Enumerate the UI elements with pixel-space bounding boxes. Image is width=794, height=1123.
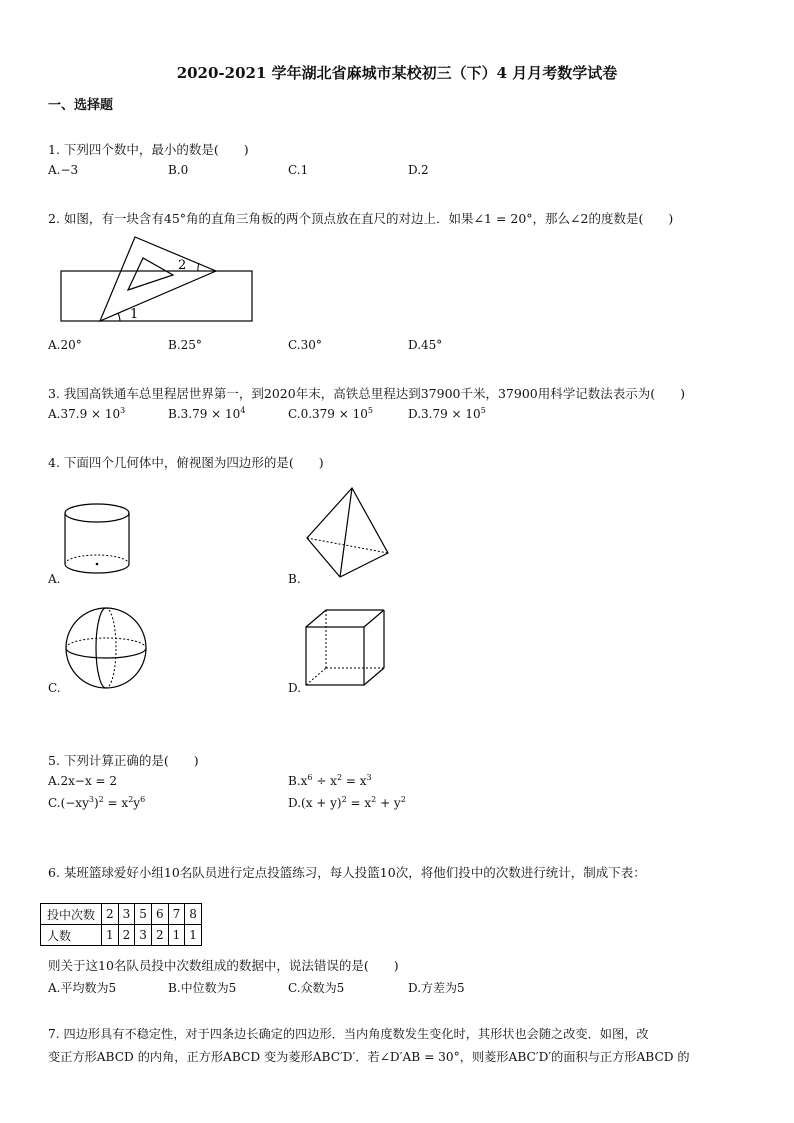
tetrahedron-figure <box>303 486 393 580</box>
cylinder-figure <box>60 500 135 580</box>
question-7-line-2: 变正方形ABCD 的内角，正方形ABCD 变为菱形ABC′D′．若∠D′AB = 30°，则菱形ABC′D′的面积与正方形ABCD 的 <box>48 1050 690 1064</box>
table-cell: 6 <box>151 904 168 925</box>
table-cell: 3 <box>118 904 135 925</box>
question-3-option-c: $C.0.379 \times 10^5$ <box>288 406 373 421</box>
question-6-option-a: A.平均数为5 <box>48 981 117 995</box>
question-7-line-1: 7. 四边形具有不稳定性，对于四条边长确定的四边形．当内角度数发生变化时，其形状也会随之改变．如图，改 <box>48 1027 649 1041</box>
question-2-option-a: A.20° <box>48 338 82 352</box>
table-cell: 2 <box>102 904 119 925</box>
question-5-option-b: $B.x^6 \div x^2 = x^3$ <box>288 773 372 788</box>
ruler-triangle-figure <box>50 232 265 327</box>
table-cell: 2 <box>118 925 135 946</box>
section-heading: 一、选择题 <box>48 98 114 113</box>
question-4-option-b: B. <box>288 572 301 586</box>
sphere-figure <box>62 604 150 692</box>
table-cell: 5 <box>135 904 152 925</box>
question-2-option-b: B.25° <box>168 338 202 352</box>
table-cell: 7 <box>168 904 185 925</box>
table-cell: 1 <box>185 925 202 946</box>
question-1-option-d: D.2 <box>408 163 429 177</box>
question-6-option-b: B.中位数为5 <box>168 981 237 995</box>
question-2-option-d: D.45° <box>408 338 443 352</box>
question-5-option-a: A.2x−x = 2 <box>48 774 118 788</box>
question-4-option-d: D. <box>288 681 302 695</box>
table-header-cell: 投中次数 <box>41 904 102 925</box>
question-5-stem: 5. 下列计算正确的是( ) <box>48 753 199 768</box>
question-3-option-b: $B.3.79 \times 10^4$ <box>168 406 246 421</box>
question-3-option-a: $A.37.9 \times 10^3$ <box>48 406 126 421</box>
question-6-stem: 6. 某班篮球爱好小组10名队员进行定点投篮练习，每人投篮10次，将他们投中的次数进行统计，制成下表： <box>48 865 646 880</box>
question-6-question: 则关于这10名队员投中次数组成的数据中，说法错误的是( ) <box>48 958 399 973</box>
question-4-option-a: A. <box>48 572 61 586</box>
triangle-outer <box>100 237 216 321</box>
question-4-option-c: C. <box>48 681 61 695</box>
table-header-cell: 人数 <box>41 925 102 946</box>
question-3-stem: 3. 我国高铁通车总里程居世界第一，到2020年末，高铁总里程达到37900千米，37900用科学记数法表示为( ) <box>48 386 685 401</box>
table-cell: 1 <box>168 925 185 946</box>
question-6-option-c: C.众数为5 <box>288 981 345 995</box>
angle-2-arc <box>198 263 199 271</box>
angle-1-arc <box>118 313 120 321</box>
question-1-option-c: C.1 <box>288 163 309 177</box>
question-2-option-c: C.30° <box>288 338 322 352</box>
table-cell: 8 <box>185 904 202 925</box>
question-1-stem: 1. 下列四个数中，最小的数是( ) <box>48 142 249 157</box>
question-6-option-d: D.方差为5 <box>408 981 465 995</box>
angle-2-label: 2 <box>178 258 187 273</box>
table-cell: 1 <box>102 925 119 946</box>
cube-figure <box>303 607 389 693</box>
question-2-stem: 2. 如图，有一块含有45°角的直角三角板的两个顶点放在直尺的对边上．如果∠1 = 20°，那么∠2的度数是( ) <box>48 211 674 226</box>
table-cell: 2 <box>151 925 168 946</box>
question-3-option-d: $D.3.79 \times 10^5$ <box>408 406 486 421</box>
frequency-table <box>40 903 202 946</box>
triangle-inner <box>128 258 173 290</box>
question-1-option-a: A.−3 <box>48 163 79 177</box>
angle-1-label: 1 <box>130 307 139 322</box>
table-row <box>41 925 202 946</box>
question-1-option-b: B.0 <box>168 163 189 177</box>
question-5-option-d: $D.(x + y)^2 = x^2 + y^2$ <box>288 795 406 810</box>
table-cell: 3 <box>135 925 152 946</box>
page-title: 2020-2021 学年湖北省麻城市某校初三（下）4 月月考数学试卷 <box>176 64 618 82</box>
question-4-stem: 4. 下面四个几何体中，俯视图为四边形的是( ) <box>48 455 324 470</box>
question-5-option-c: $C.(-xy^3)^2 = x^2y^6$ <box>48 795 146 810</box>
table-row <box>41 904 202 925</box>
